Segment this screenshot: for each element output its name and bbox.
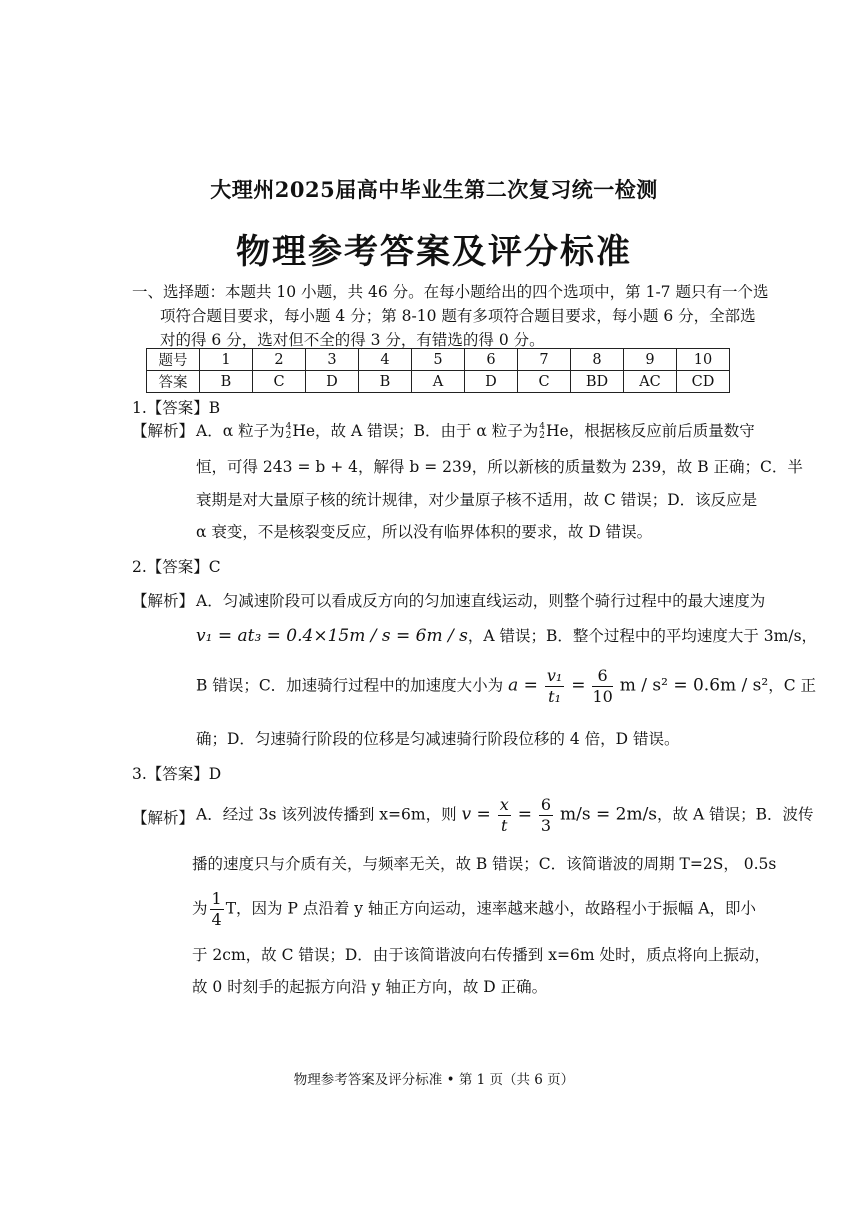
table-cell: 2 bbox=[253, 349, 306, 371]
table-cell: 4 bbox=[359, 349, 412, 371]
table-cell: 7 bbox=[518, 349, 571, 371]
fraction bbox=[539, 795, 553, 836]
fraction-denominator: 10 bbox=[592, 687, 613, 706]
answer-table bbox=[146, 348, 730, 393]
q3-line3-b: T，因为 P 点沿着 y 轴正方向运动，速率越来越小，故路程小于振幅 A，即小 bbox=[225, 899, 757, 918]
nuclide-index: 4 2 bbox=[285, 422, 292, 441]
q1-line1 bbox=[196, 419, 755, 441]
q3-line3-a: 为 bbox=[192, 899, 208, 918]
q3-velocity-eq: v = bbox=[461, 804, 491, 825]
q2-explanation-tag: 【解析】 bbox=[132, 592, 195, 610]
fraction bbox=[592, 666, 612, 707]
table-cell: 6 bbox=[465, 349, 518, 371]
table-cell: 3 bbox=[306, 349, 359, 371]
table-cell: B bbox=[359, 371, 412, 393]
fraction bbox=[545, 666, 564, 707]
q1-line1-c: He，根据核反应前后质量数守 bbox=[546, 422, 755, 440]
fraction-numerator: x bbox=[499, 795, 509, 814]
table-row bbox=[147, 371, 730, 393]
table-cell: D bbox=[306, 371, 359, 393]
table-cell: BD bbox=[571, 371, 624, 393]
mcq-intro-line2: 项符合题目要求，每小题 4 分；第 8-10 题有多项符合题目要求，每小题 6 分，全部选 bbox=[160, 307, 756, 325]
page-footer: 物理参考答案及评分标准 • 第 1 页（共 6 页） bbox=[293, 1072, 575, 1088]
table-cell: 题号 bbox=[147, 349, 200, 371]
page-subtitle: 物理参考答案及评分标准 bbox=[236, 232, 632, 272]
table-cell: 5 bbox=[412, 349, 465, 371]
q3-line1-a: A．经过 3s 该列波传播到 x=6m，则 bbox=[196, 805, 457, 824]
q2-line1: A．匀减速阶段可以看成反方向的匀加速直线运动，则整个骑行过程中的最大速度为 bbox=[196, 592, 766, 610]
q2-answer: 2.【答案】C bbox=[132, 558, 221, 576]
fraction-denominator: t₁ bbox=[548, 687, 561, 706]
q3-explanation-tag: 【解析】 bbox=[132, 809, 195, 827]
q1-line2: 恒，可得 243 = b + 4，解得 b = 239，所以新核的质量数为 239，故 B 正确；C．半 bbox=[196, 458, 803, 476]
fraction bbox=[210, 889, 224, 930]
q2-equation: v₁ = at₃ = 0.4×15m / s = 6m / s bbox=[196, 626, 468, 646]
q3-line3 bbox=[192, 889, 756, 930]
fraction-denominator: t bbox=[501, 816, 508, 835]
q2-line4: 确；D．匀速骑行阶段的位移是匀减速骑行阶段位移的 4 倍，D 错误。 bbox=[196, 730, 680, 748]
table-cell: 9 bbox=[624, 349, 677, 371]
fraction bbox=[498, 795, 511, 836]
fraction-denominator: 3 bbox=[540, 816, 552, 835]
q1-line4: α 衰变，不是核裂变反应，所以没有临界体积的要求，故 D 错误。 bbox=[196, 523, 653, 541]
q1-line1-a: A．α 粒子为 bbox=[196, 422, 285, 440]
table-cell: A bbox=[412, 371, 465, 393]
table-row bbox=[147, 349, 730, 371]
table-cell: 答案 bbox=[147, 371, 200, 393]
fraction-denominator: 4 bbox=[211, 910, 222, 929]
q3-line1: A．经过 3s 该列波传播到 x=6m，则 v = $\frac{x}{t}$ = $\frac{6}{3}$ m/s = 2m/s，故 A 错误；B．波传 bbox=[196, 795, 814, 835]
fraction-numerator: v₁ bbox=[546, 666, 563, 685]
q1-answer: 1.【答案】B bbox=[132, 399, 221, 417]
table-cell: 8 bbox=[571, 349, 624, 371]
mcq-intro-line3: 对的得 6 分，选对但不全的得 3 分，有错选的得 0 分。 bbox=[160, 331, 545, 349]
q1-explanation-tag: 【解析】 bbox=[132, 422, 195, 440]
q2-accel-eq: a = bbox=[508, 675, 538, 696]
fraction-numerator: 6 bbox=[592, 666, 612, 687]
table-cell: C bbox=[253, 371, 306, 393]
table-cell: 1 bbox=[200, 349, 253, 371]
table-cell: D bbox=[465, 371, 518, 393]
q3-line4: 于 2cm，故 C 错误；D．由于该简谐波向右传播到 x=6m 处时，质点将向上振动， bbox=[192, 946, 770, 964]
table-cell: 10 bbox=[677, 349, 730, 371]
nuclide-index: 4 2 bbox=[539, 422, 546, 441]
q2-line3: B 错误；C．加速骑行过程中的加速度大小为 a = $\frac{\text{v₁}}{\text{t₁}}$ = $\frac{6}{10}$ m / s² = 0.6m / s²，C 正 bbox=[196, 666, 817, 706]
q3-velocity-result: m/s = 2m/s bbox=[560, 804, 658, 825]
q3-line5: 故 0 时刻手的起振方向沿 y 轴正方向，故 D 正确。 bbox=[192, 978, 548, 996]
q2-line2 bbox=[196, 624, 817, 646]
table-cell: AC bbox=[624, 371, 677, 393]
q2-line3-a: B 错误；C．加速骑行过程中的加速度大小为 bbox=[196, 676, 504, 695]
mcq-intro-line1: 一、选择题：本题共 10 小题，共 46 分。在每小题给出的四个选项中，第 1-7 题只有一个选 bbox=[132, 283, 769, 301]
q1-line1-b: He，故 A 错误；B．由于 α 粒子为 bbox=[292, 422, 539, 440]
q3-answer: 3.【答案】D bbox=[132, 765, 222, 783]
q2-accel-result: m / s² = 0.6m / s² bbox=[619, 675, 769, 696]
page-title: 大理州2025届高中毕业生第二次复习统一检测 bbox=[210, 177, 658, 202]
table-cell: CD bbox=[677, 371, 730, 393]
q3-line2: 播的速度只与介质有关，与频率无关，故 B 错误；C．该简谐波的周期 T=2S， 0.5s bbox=[192, 855, 777, 873]
q2-line3-c: ，C 正 bbox=[768, 676, 817, 695]
q3-line1-c: ，故 A 错误；B．波传 bbox=[657, 805, 814, 824]
q1-line3: 衰期是对大量原子核的统计规律，对少量原子核不适用，故 C 错误；D．该反应是 bbox=[196, 491, 758, 509]
fraction-numerator: 1 bbox=[211, 889, 222, 908]
table-cell: C bbox=[518, 371, 571, 393]
table-cell: B bbox=[200, 371, 253, 393]
fraction-numerator: 6 bbox=[540, 795, 552, 814]
q2-line2-rest: ，A 错误；B．整个过程中的平均速度大于 3m/s， bbox=[467, 627, 818, 645]
